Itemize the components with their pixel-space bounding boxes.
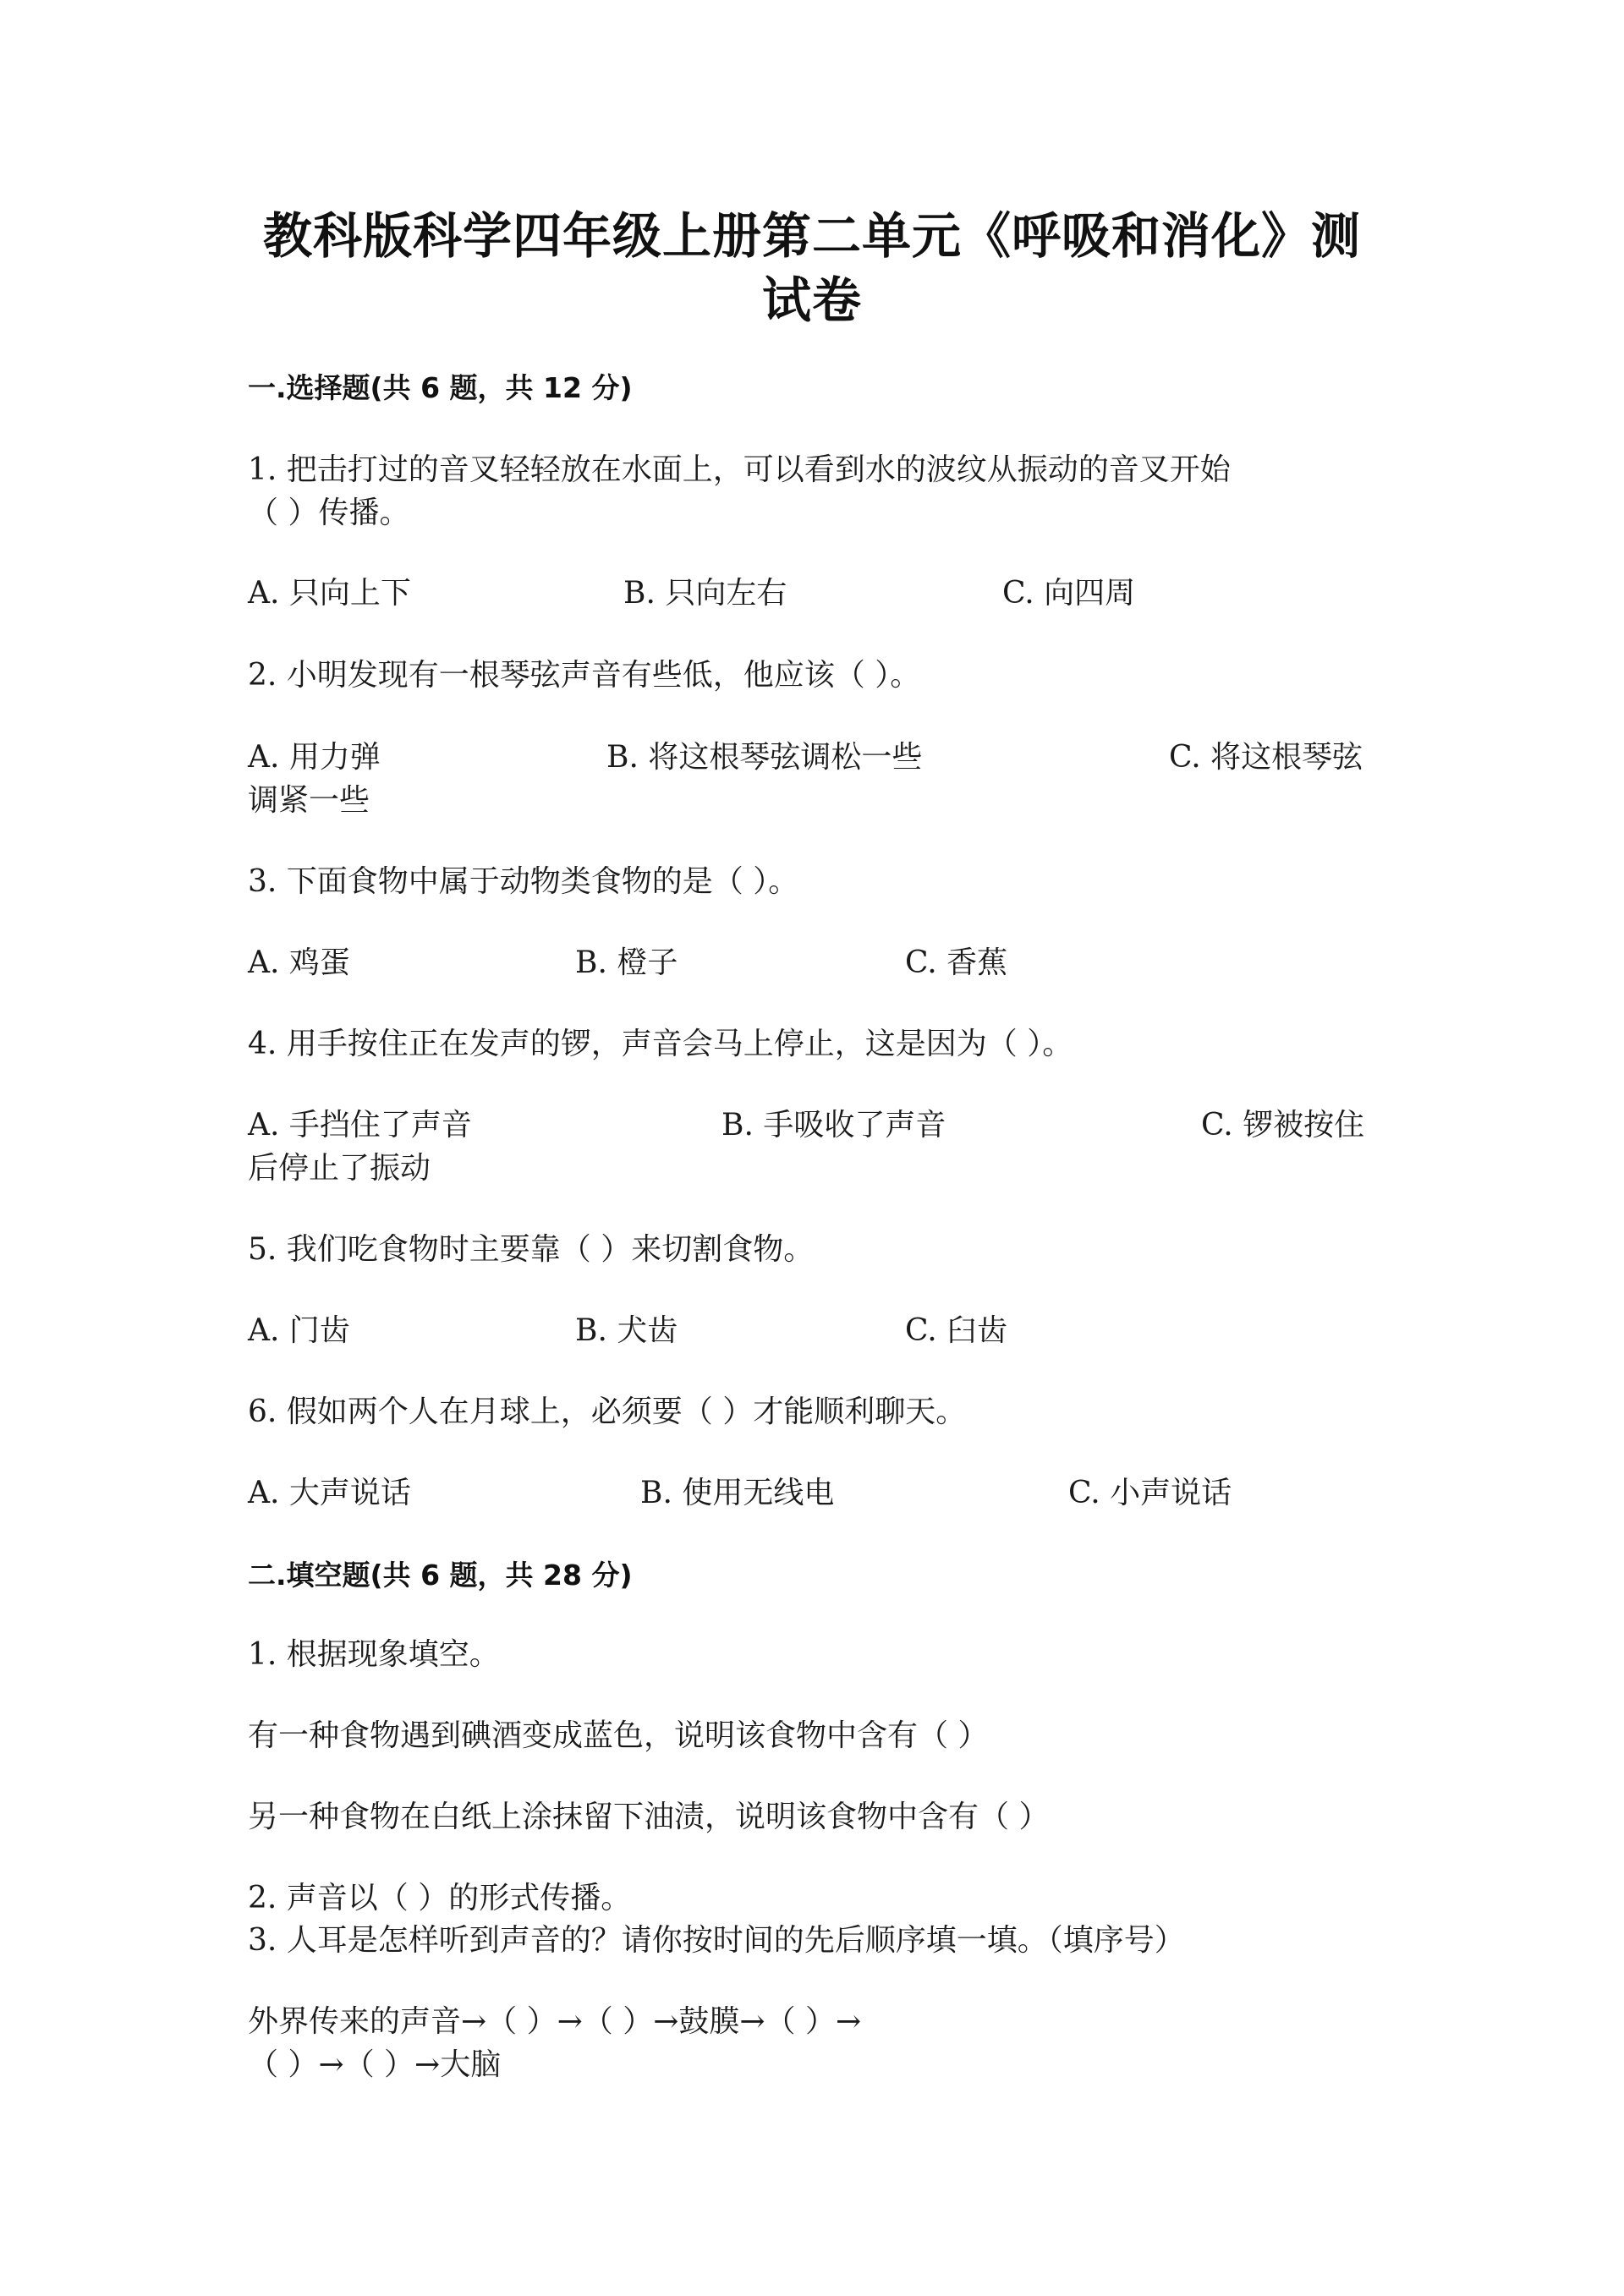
fill-question-1-line-b: 另一种食物在白纸上涂抹留下油渍，说明该食物中含有（ ） [248, 1800, 1050, 1834]
section-heading-choice: 一.选择题(共 6 题，共 12 分) [248, 371, 633, 404]
question-5-option-c: C. 臼齿 [905, 1313, 1008, 1348]
exam-title-line-2: 试卷 [761, 271, 862, 329]
fill-question-1-line-a: 有一种食物遇到碘酒变成蓝色，说明该食物中含有（ ） [248, 1718, 989, 1753]
question-4-option-a: A. 手挡住了声音 [248, 1108, 472, 1143]
question-2-option-c-wrap: 调紧一些 [248, 783, 370, 818]
question-5-stem: 5. 我们吃食物时主要靠（ ）来切割食物。 [248, 1232, 815, 1267]
question-4-stem: 4. 用手按住正在发声的锣，声音会马上停止，这是因为（ ）。 [248, 1027, 1073, 1061]
question-2-option-c: C. 将这根琴弦 [1169, 740, 1363, 775]
exam-title-line-1: 教科版科学四年级上册第二单元《呼吸和消化》测 [262, 207, 1361, 265]
question-1-stem: 1. 把击打过的音叉轻轻放在水面上，可以看到水的波纹从振动的音叉开始 [248, 452, 1231, 487]
question-4-option-b: B. 手吸收了声音 [721, 1108, 946, 1143]
section-heading-fill: 二.填空题(共 6 题，共 28 分) [248, 1559, 633, 1592]
question-2-stem: 2. 小明发现有一根琴弦声音有些低，他应该（ ）。 [248, 658, 921, 693]
fill-question-2: 2. 声音以（ ）的形式传播。 [248, 1881, 632, 1915]
question-6-option-a: A. 大声说话 [248, 1476, 411, 1510]
question-3-option-b: B. 橙子 [575, 945, 678, 980]
fill-question-1-stem: 1. 根据现象填空。 [248, 1637, 500, 1672]
question-3-stem: 3. 下面食物中属于动物类食物的是（ ）。 [248, 864, 799, 899]
question-3-option-a: A. 鸡蛋 [248, 945, 350, 980]
question-6-option-c: C. 小声说话 [1068, 1476, 1232, 1510]
fill-question-3-line-b: （ ）→（ ）→大脑 [248, 2047, 502, 2082]
question-2-option-b: B. 将这根琴弦调松一些 [606, 740, 923, 775]
question-1-option-c: C. 向四周 [1002, 576, 1136, 611]
fill-question-3-stem: 3. 人耳是怎样听到声音的？请你按时间的先后顺序填一填。（填序号） [248, 1923, 1185, 1958]
question-6-stem: 6. 假如两个人在月球上，必须要（ ）才能顺利聊天。 [248, 1395, 967, 1429]
question-6-option-b: B. 使用无线电 [640, 1476, 835, 1510]
question-5-option-a: A. 门齿 [248, 1313, 350, 1348]
question-1-stem-cont: （ ）传播。 [248, 496, 410, 530]
question-4-option-c: C. 锣被按住 [1201, 1108, 1365, 1143]
fill-question-3-line-a: 外界传来的声音→（ ）→（ ）→鼓膜→（ ）→ [248, 2004, 862, 2039]
question-4-option-c-wrap: 后停止了振动 [248, 1151, 431, 1186]
question-3-option-c: C. 香蕉 [905, 945, 1008, 980]
question-1-option-a: A. 只向上下 [248, 576, 411, 611]
question-1-option-b: B. 只向左右 [623, 576, 787, 611]
question-5-option-b: B. 犬齿 [575, 1313, 678, 1348]
question-2-option-a: A. 用力弹 [248, 740, 381, 775]
